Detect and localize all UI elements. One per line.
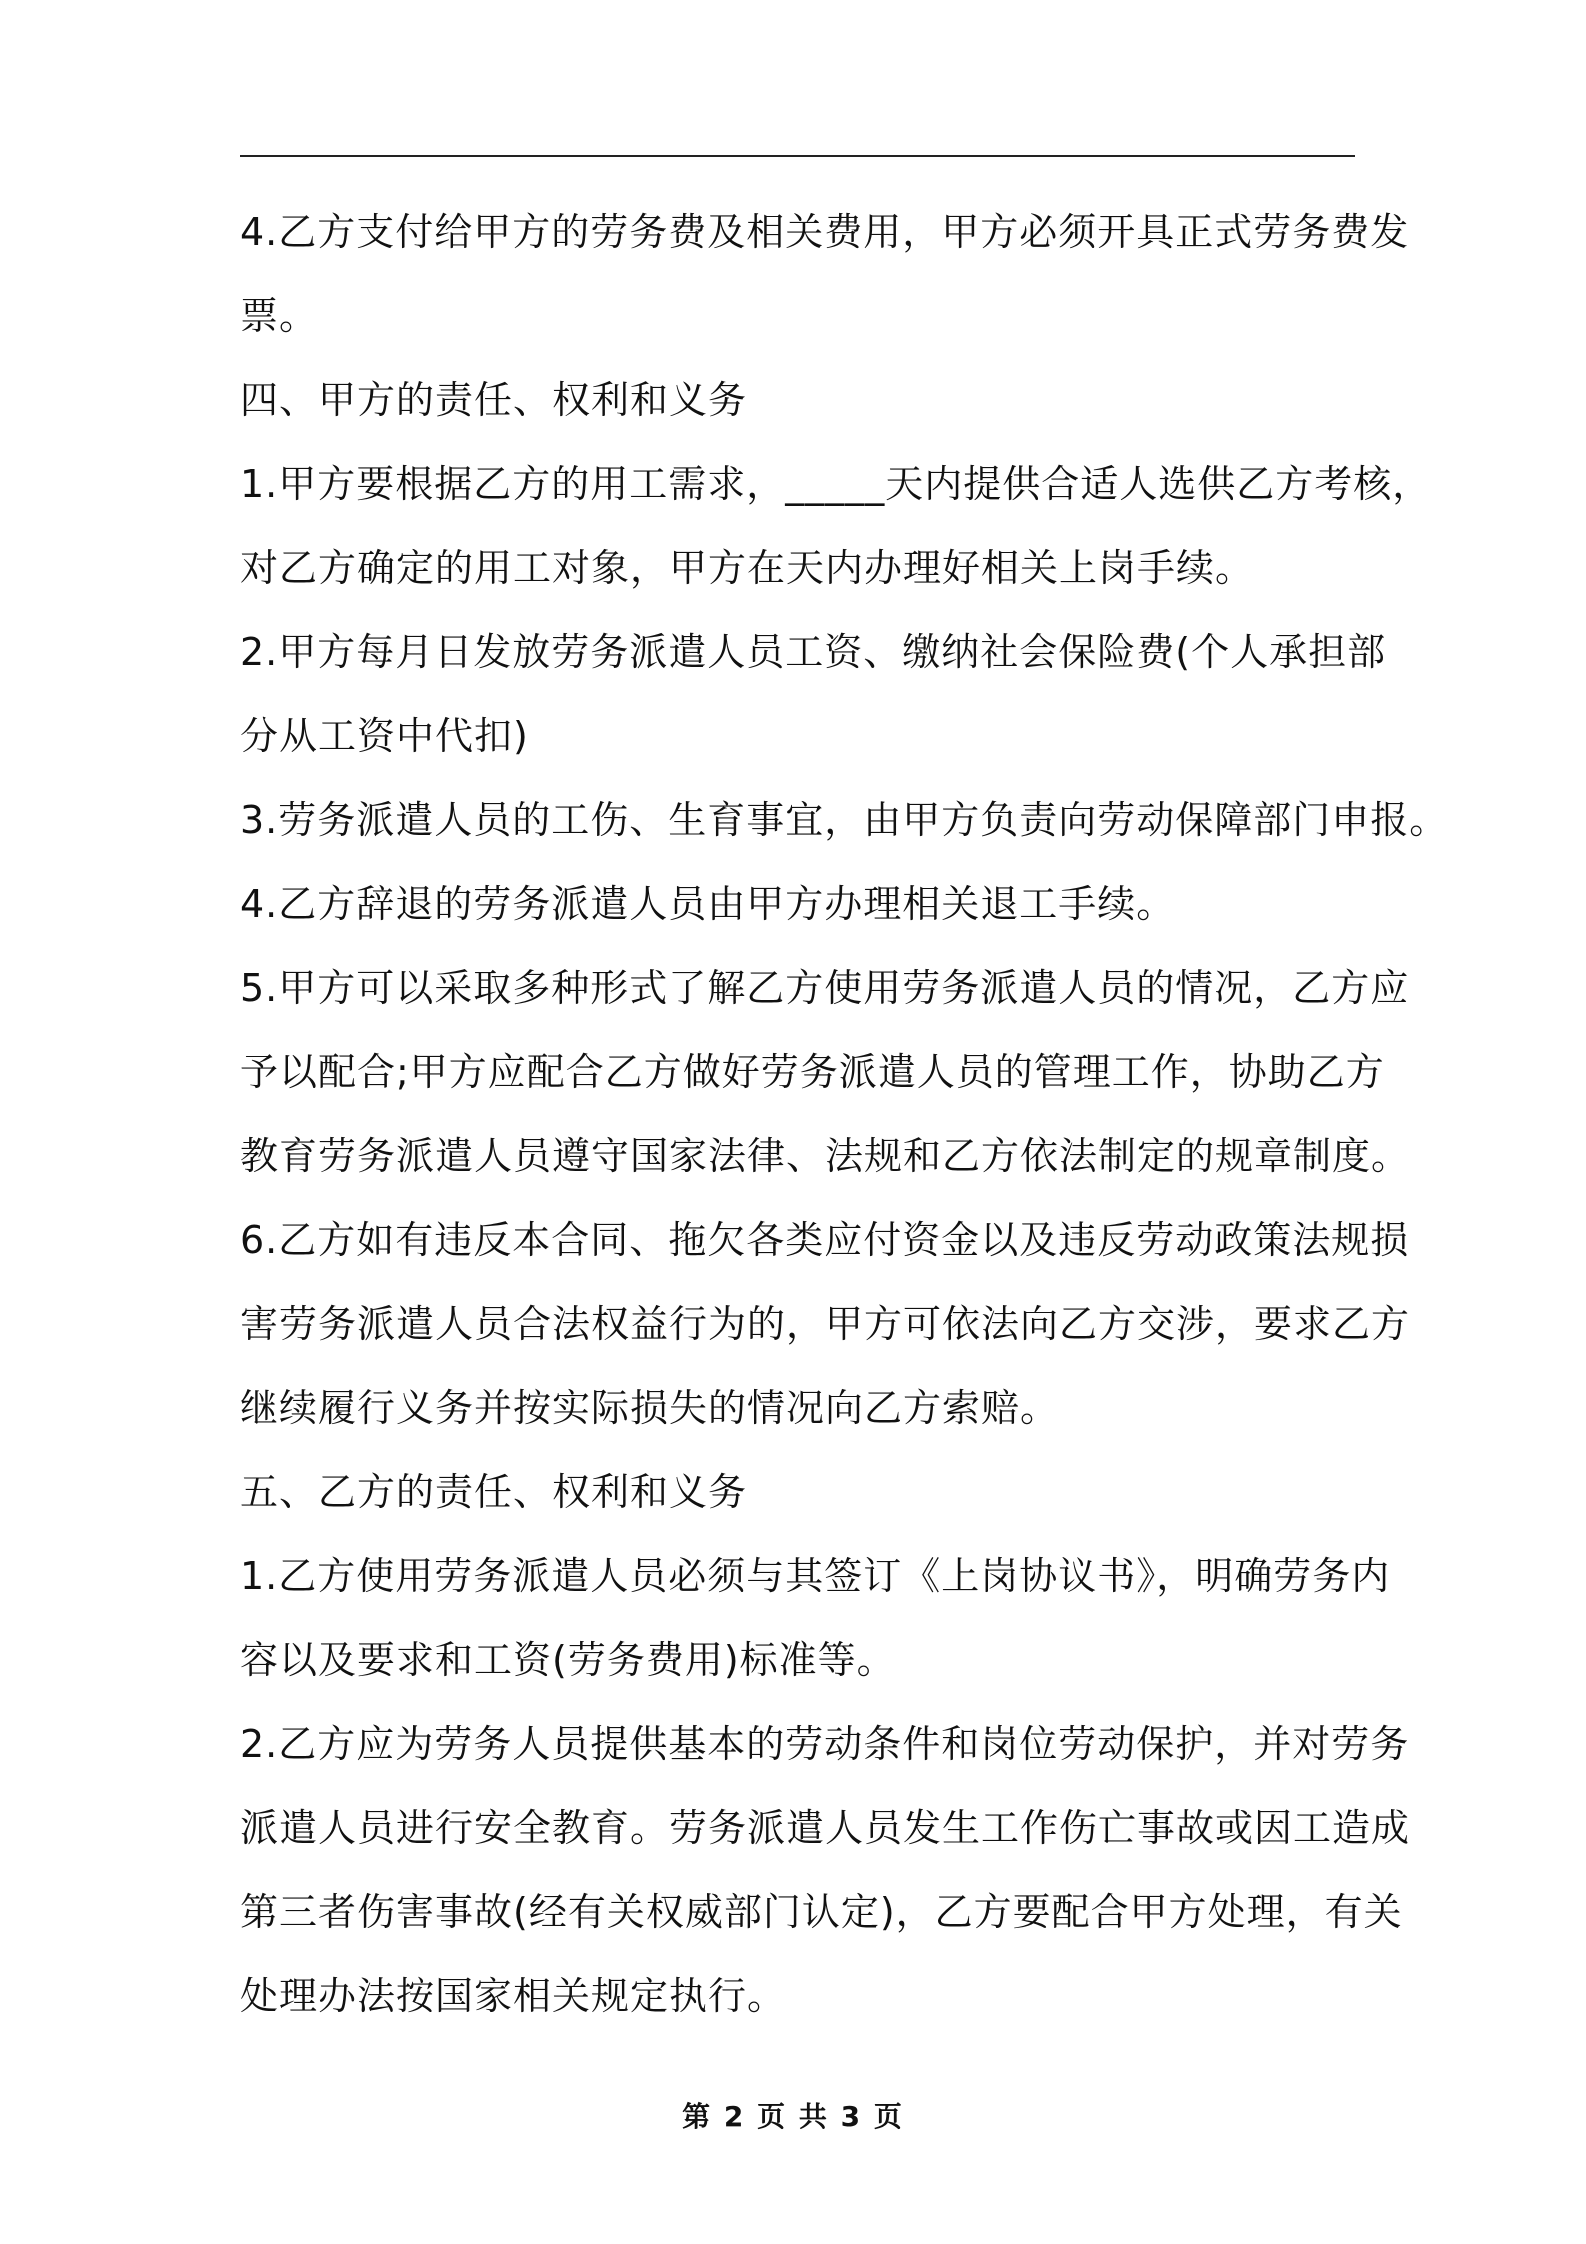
text-line: 容以及要求和工资(劳务费用)标准等。 — [240, 1638, 896, 1682]
text-line: 2.甲方每月日发放劳务派遣人员工资、缴纳社会保险费(个人承担部 — [240, 630, 1387, 674]
text-line: 4.乙方辞退的劳务派遣人员由甲方办理相关退工手续。 — [240, 882, 1176, 926]
text-line: 票。 — [240, 294, 319, 338]
text-line: 4.乙方支付给甲方的劳务费及相关费用，甲方必须开具正式劳务费发 — [240, 210, 1410, 254]
text-line: 教育劳务派遣人员遵守国家法律、法规和乙方依法制定的规章制度。 — [240, 1134, 1411, 1178]
text-line: 继续履行义务并按实际损失的情况向乙方索赔。 — [240, 1386, 1060, 1430]
text-line: 1.乙方使用劳务派遣人员必须与其签订《上岗协议书》，明确劳务内 — [240, 1554, 1391, 1598]
text-line: 第三者伤害事故(经有关权威部门认定)，乙方要配合甲方处理，有关 — [240, 1890, 1403, 1934]
text-line: 5.甲方可以采取多种形式了解乙方使用劳务派遣人员的情况，乙方应 — [240, 966, 1410, 1010]
header-divider — [240, 155, 1355, 157]
text-line: 3.劳务派遣人员的工伤、生育事宜，由甲方负责向劳动保障部门申报。 — [240, 798, 1449, 842]
text-line: 2.乙方应为劳务人员提供基本的劳动条件和岗位劳动保护，并对劳务 — [240, 1722, 1410, 1766]
text-line: 分从工资中代扣) — [240, 714, 529, 758]
text-line: 6.乙方如有违反本合同、拖欠各类应付资金以及违反劳动政策法规损 — [240, 1218, 1410, 1262]
document-body — [240, 190, 1449, 2038]
text-line: 害劳务派遣人员合法权益行为的，甲方可依法向乙方交涉，要求乙方 — [240, 1302, 1411, 1346]
page-number-footer: 第 2 页 共 3 页 — [682, 2100, 904, 2133]
text-line: 1.甲方要根据乙方的用工需求，_____天内提供合适人选供乙方考核， — [240, 462, 1432, 506]
text-line: 派遣人员进行安全教育。劳务派遣人员发生工作伤亡事故或因工造成 — [240, 1806, 1411, 1850]
text-line: 予以配合;甲方应配合乙方做好劳务派遣人员的管理工作，协助乙方 — [240, 1050, 1385, 1094]
section-heading: 五、乙方的责任、权利和义务 — [240, 1470, 748, 1514]
section-heading: 四、甲方的责任、权利和义务 — [240, 378, 748, 422]
text-line: 处理办法按国家相关规定执行。 — [240, 1974, 787, 2018]
text-line: 对乙方确定的用工对象，甲方在天内办理好相关上岗手续。 — [240, 546, 1255, 590]
